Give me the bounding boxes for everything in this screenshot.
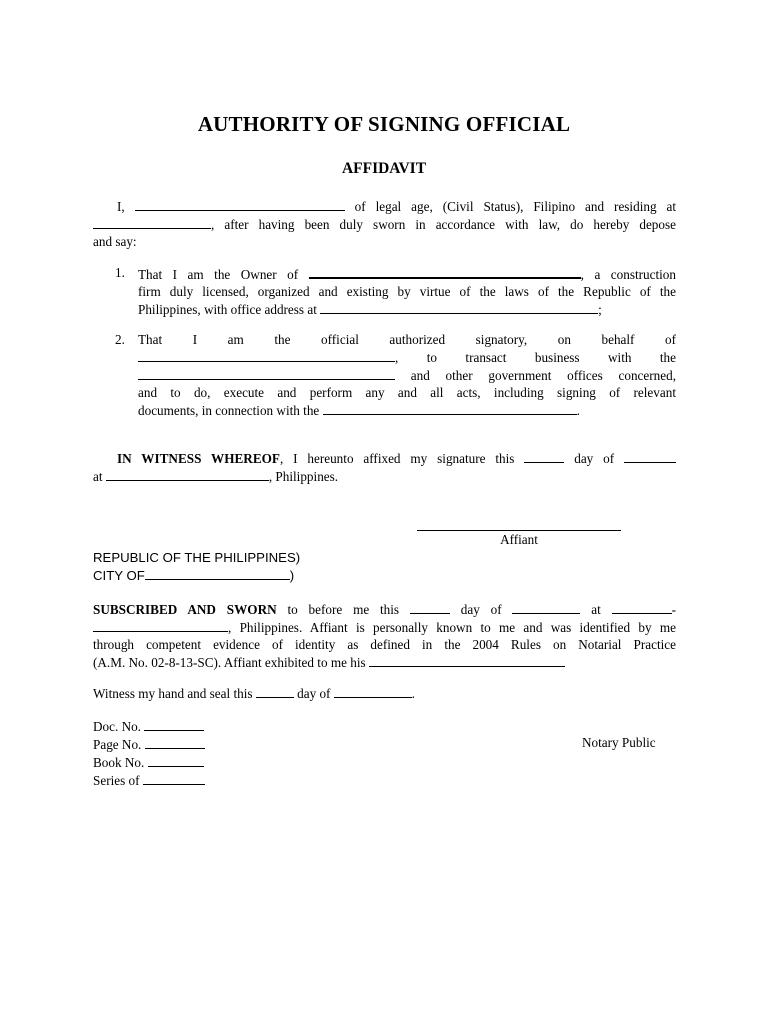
intro-line-1: I, of legal age, (Civil Status), Filipino and residing at — [117, 199, 677, 214]
book-no-blank[interactable] — [148, 753, 204, 767]
notarial-register-block — [93, 717, 205, 789]
name-blank[interactable] — [135, 197, 345, 211]
seal-month-blank[interactable] — [334, 684, 412, 698]
agency-blank[interactable] — [138, 366, 395, 380]
series-blank[interactable] — [143, 771, 205, 785]
subscribed-paragraph: SUBSCRIBED AND SWORN to before me this day of at - , Philippines. Affiant is personally known to me and was identified by me through competent evidence of identity as defined in the 2004 Rules on Notarial Practice (A.M. No. 02-8-13-SC). Affiant exhibited to me his — [93, 602, 677, 670]
office-address-blank[interactable] — [320, 300, 598, 314]
witness-day-blank[interactable] — [524, 449, 564, 463]
item-number: 2. — [115, 332, 125, 347]
page-no-row: Page No. — [93, 735, 205, 753]
notary-public-label: Notary Public — [582, 735, 656, 750]
witness-paragraph: IN WITNESS WHEREOF, I hereunto affixed my signature this day of at , Philippines. — [93, 449, 676, 485]
sworn-day-blank[interactable] — [410, 600, 450, 614]
item-number: 1. — [115, 265, 125, 280]
intro-line-3: and say: — [93, 234, 137, 249]
series-row: Series of — [93, 771, 205, 789]
book-no-row: Book No. — [93, 753, 205, 771]
sworn-place-blank[interactable] — [612, 600, 672, 614]
residence-blank[interactable] — [93, 215, 211, 229]
seal-day-blank[interactable] — [256, 684, 294, 698]
doc-no-blank[interactable] — [144, 717, 204, 731]
document-title: AUTHORITY OF SIGNING OFFICIAL — [197, 112, 571, 136]
witness-month-blank[interactable] — [624, 449, 676, 463]
venue-block: REPUBLIC OF THE PHILIPPINES) CITY OF ) — [93, 550, 301, 583]
connection-blank[interactable] — [323, 401, 577, 415]
sworn-city-blank[interactable] — [93, 618, 228, 632]
list-item: 2. That I am the official authorized signatory, on behalf of , to transact business with the and other government offices concerned, and to do, execute and perform any and all acts, including signing of relevant documents, in connection with the . — [115, 332, 676, 418]
company-blank[interactable] — [309, 264, 581, 279]
affiant-label: Affiant — [500, 532, 538, 547]
doc-no-row: Doc. No. — [93, 717, 205, 735]
document-subtitle: AFFIDAVIT — [341, 160, 427, 177]
page-no-blank[interactable] — [145, 735, 205, 749]
sworn-month-blank[interactable] — [512, 600, 580, 614]
on-behalf-blank[interactable] — [138, 348, 395, 362]
city-blank[interactable] — [145, 566, 290, 580]
intro-paragraph — [93, 197, 676, 250]
list-item: 1. That I am the Owner of , a construction firm duly licensed, organized and existing by virtue of the laws of the Republic of the Philippines, with office address at ; — [115, 265, 676, 317]
affiant-signature-line[interactable] — [417, 530, 621, 531]
seal-paragraph: Witness my hand and seal this day of . — [93, 686, 416, 701]
intro-line-2: , after having been duly sworn in accordance with law, do hereby depose — [93, 215, 676, 233]
id-evidence-blank[interactable] — [369, 653, 565, 667]
witness-place-blank[interactable] — [106, 467, 269, 481]
